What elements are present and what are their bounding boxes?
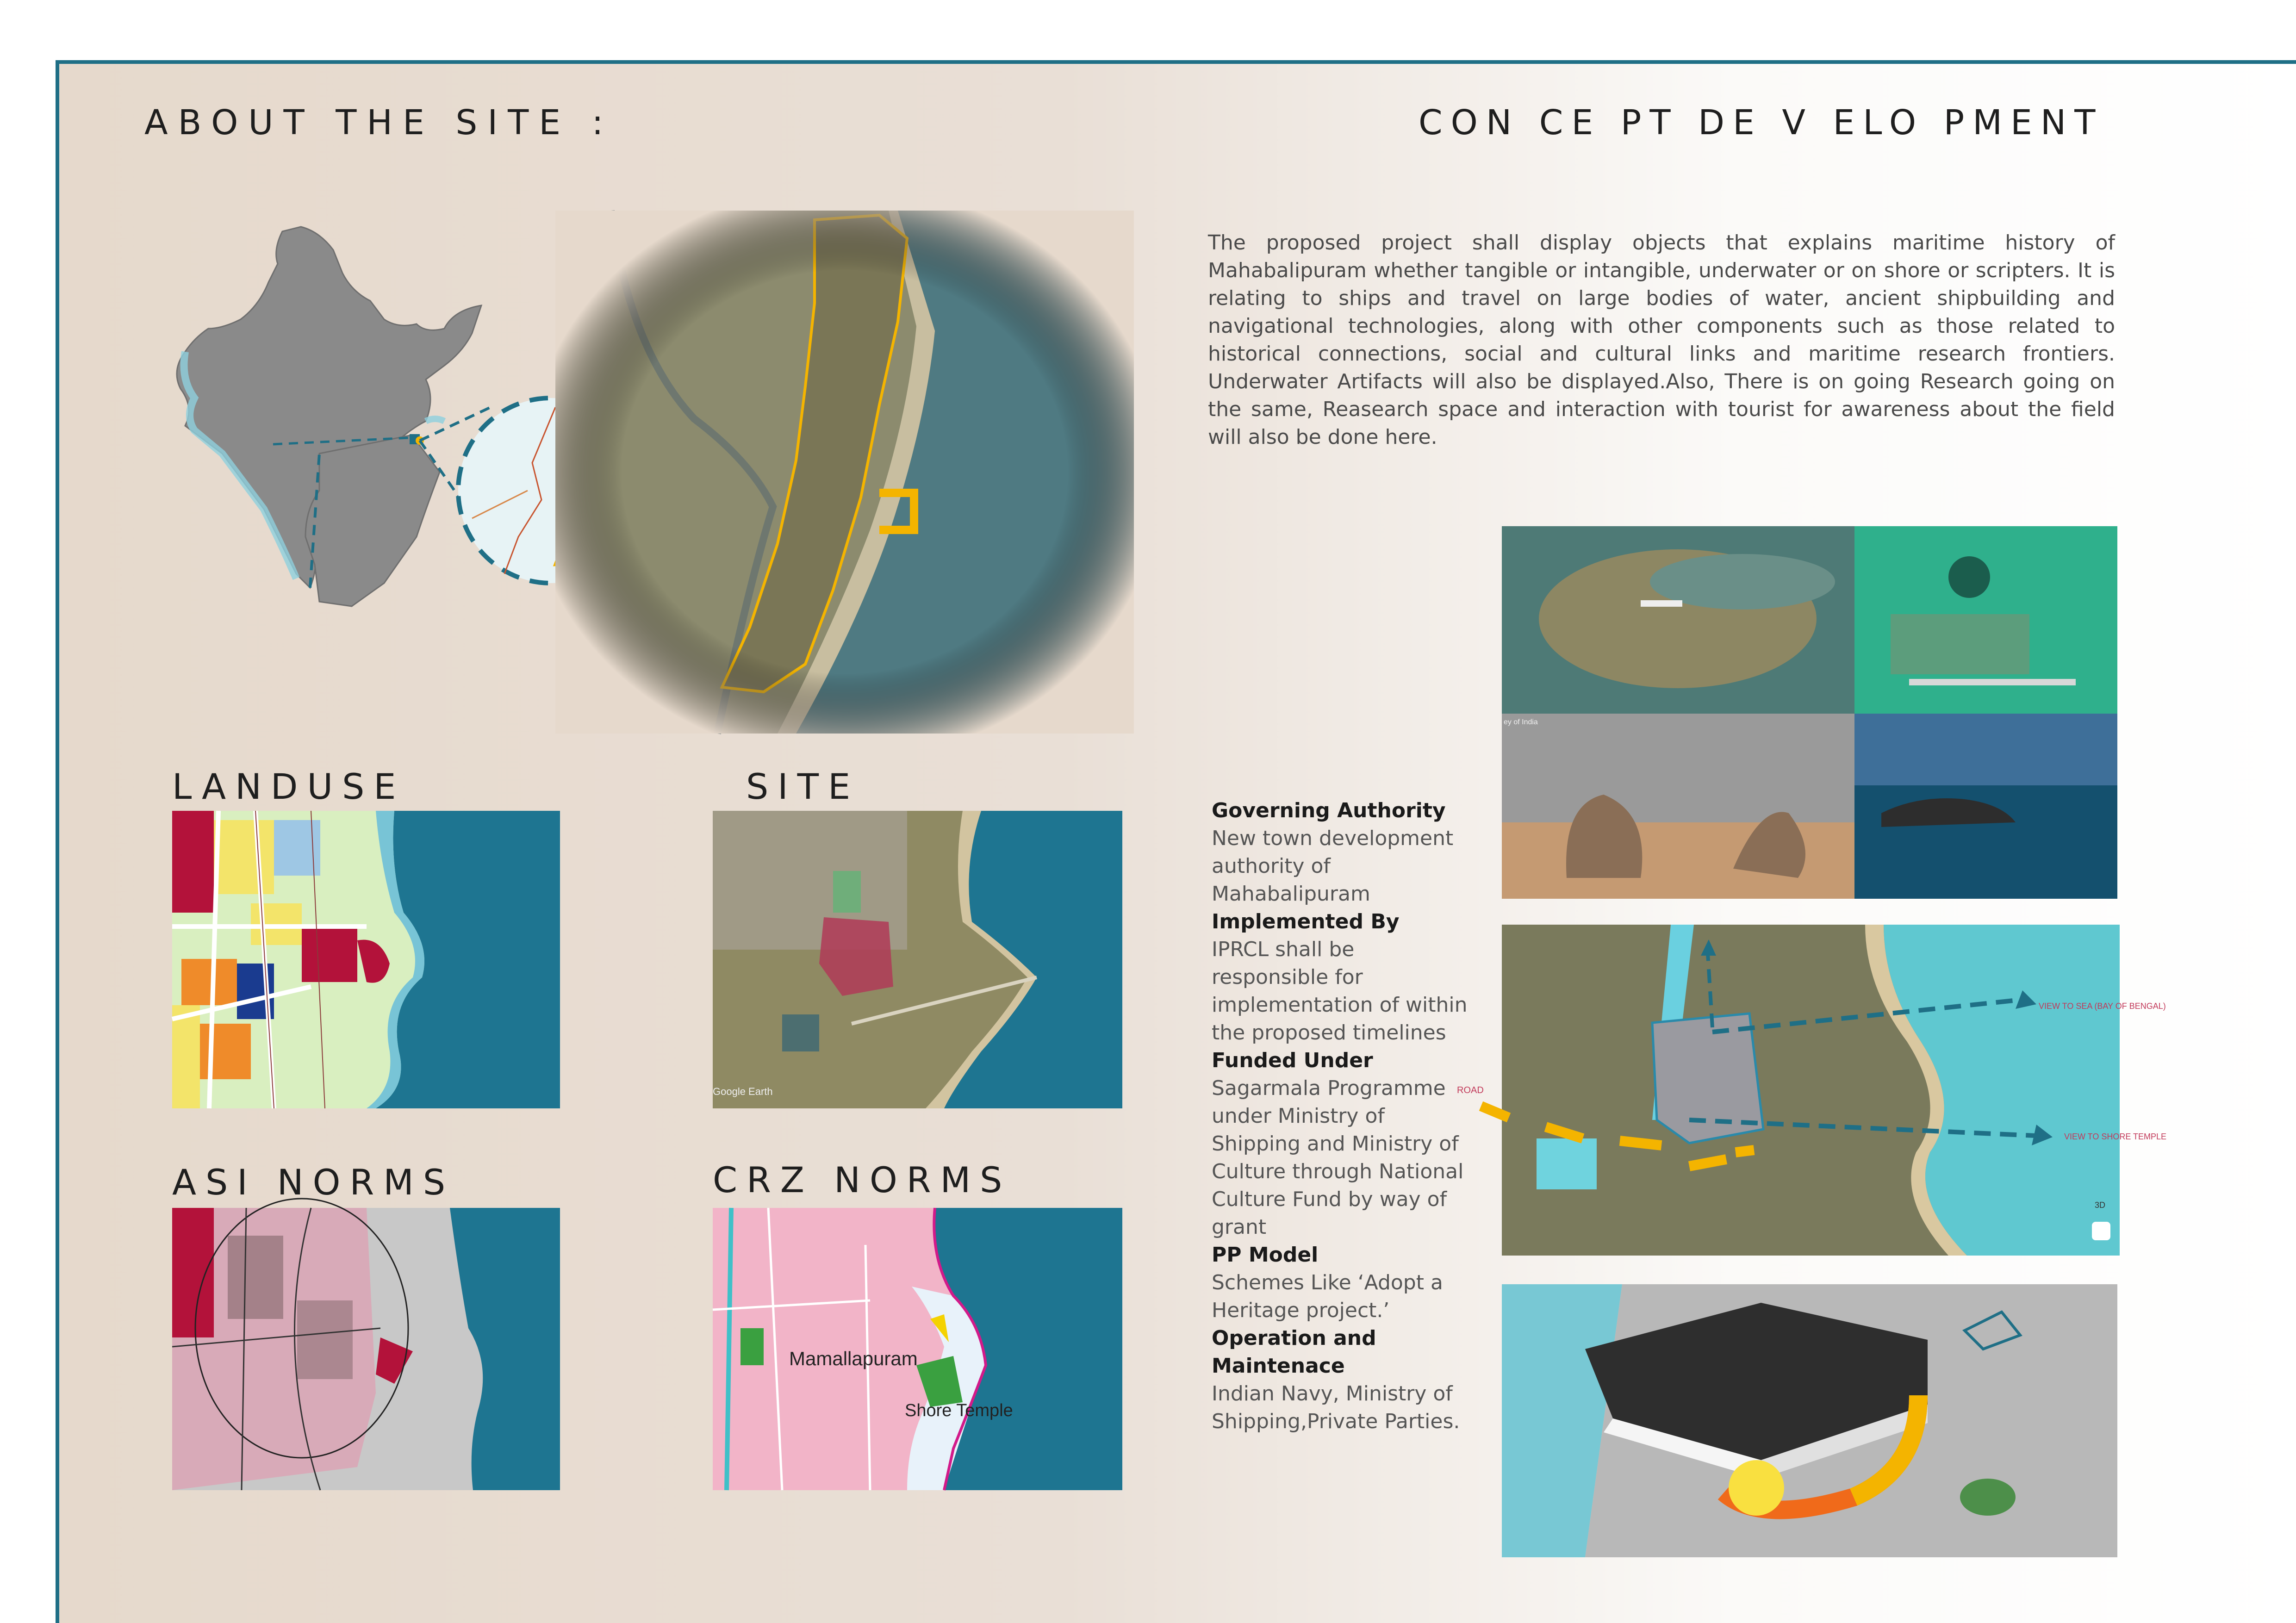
landuse-label: LANDUSE — [172, 766, 405, 807]
view-temple-label: VIEW TO SHORE TEMPLE — [2064, 1132, 2167, 1141]
satellite-site-map — [555, 211, 1134, 734]
asi-norms-map — [172, 1208, 560, 1490]
about-site-heading: ABOUT THE SITE : — [144, 103, 614, 143]
view-3d-label: 3D — [2095, 1200, 2106, 1210]
concept-development-heading: CON CE PT DE V ELO PMENT — [1419, 103, 2104, 143]
governing-authority-text: New town development authority of Mahabalipuram — [1212, 827, 1454, 906]
view-sea-label: VIEW TO SEA (BAY OF BENGAL) — [2039, 1001, 2166, 1011]
concept-paragraph: The proposed project shall display objects that explains maritime history of Mahabalipuram whether tangible or intangible, underwater or on shore or scripters. It is relating to ships and travel on large bodies of water, ancient shipbuilding and navigational technologies, along with other components such as those related to historical connections, social and cultural links and maritime research frontiers. Underwater Artifacts will also be displayed.Also, There is on going Research going on the same, Reasearch space and interaction with tourist for awareness about the field will also be done here. — [1208, 231, 2115, 449]
funded-under-text: Sagarmala Programme under Ministry of Shipping and Ministry of Culture through National Culture Fund by way of grant — [1212, 1076, 1464, 1239]
shore-rocks-photo — [1502, 714, 1854, 899]
landuse-map — [172, 811, 560, 1108]
site-aerial-map — [713, 811, 1122, 1108]
massing-3d-render — [1502, 1284, 2117, 1557]
implemented-by-text: IPRCL shall be responsible for implementation of within the proposed timelines — [1212, 938, 1468, 1045]
pp-model-text: Schemes Like ‘Adopt a Heritage project.’ — [1212, 1271, 1443, 1322]
site-plan-views — [1449, 921, 2167, 1256]
crz-shore-temple-label: Shore Temple — [905, 1401, 1013, 1420]
operation-heading: Operation and Maintenace — [1212, 1326, 1376, 1378]
governing-authority-heading: Governing Authority — [1212, 799, 1446, 822]
underwater-ruins-photo — [1502, 526, 1854, 714]
site-label: SITE — [746, 766, 860, 807]
crz-norms-map — [713, 1208, 1122, 1490]
diver-photo — [1854, 526, 2117, 714]
road-label: ROAD — [1457, 1085, 1484, 1095]
google-earth-credit: Google Earth — [713, 1086, 773, 1097]
compass-icon — [2092, 1222, 2110, 1240]
artifact-photo-collage — [1502, 526, 2117, 899]
asi-norms-label: ASI NORMS — [172, 1162, 455, 1203]
photo-credit: ey of India — [1504, 718, 1538, 726]
sea-rocks-photo — [1854, 714, 2117, 899]
project-info-list — [1212, 797, 1471, 1436]
operation-text: Indian Navy, Ministry of Shipping,Private Parties. — [1212, 1382, 1460, 1433]
implemented-by-heading: Implemented By — [1212, 910, 1400, 933]
pp-model-heading: PP Model — [1212, 1243, 1319, 1267]
crz-mamallapuram-label: Mamallapuram — [789, 1348, 918, 1369]
crz-norms-label: CRZ NORMS — [713, 1159, 1012, 1200]
funded-under-heading: Funded Under — [1212, 1049, 1373, 1072]
